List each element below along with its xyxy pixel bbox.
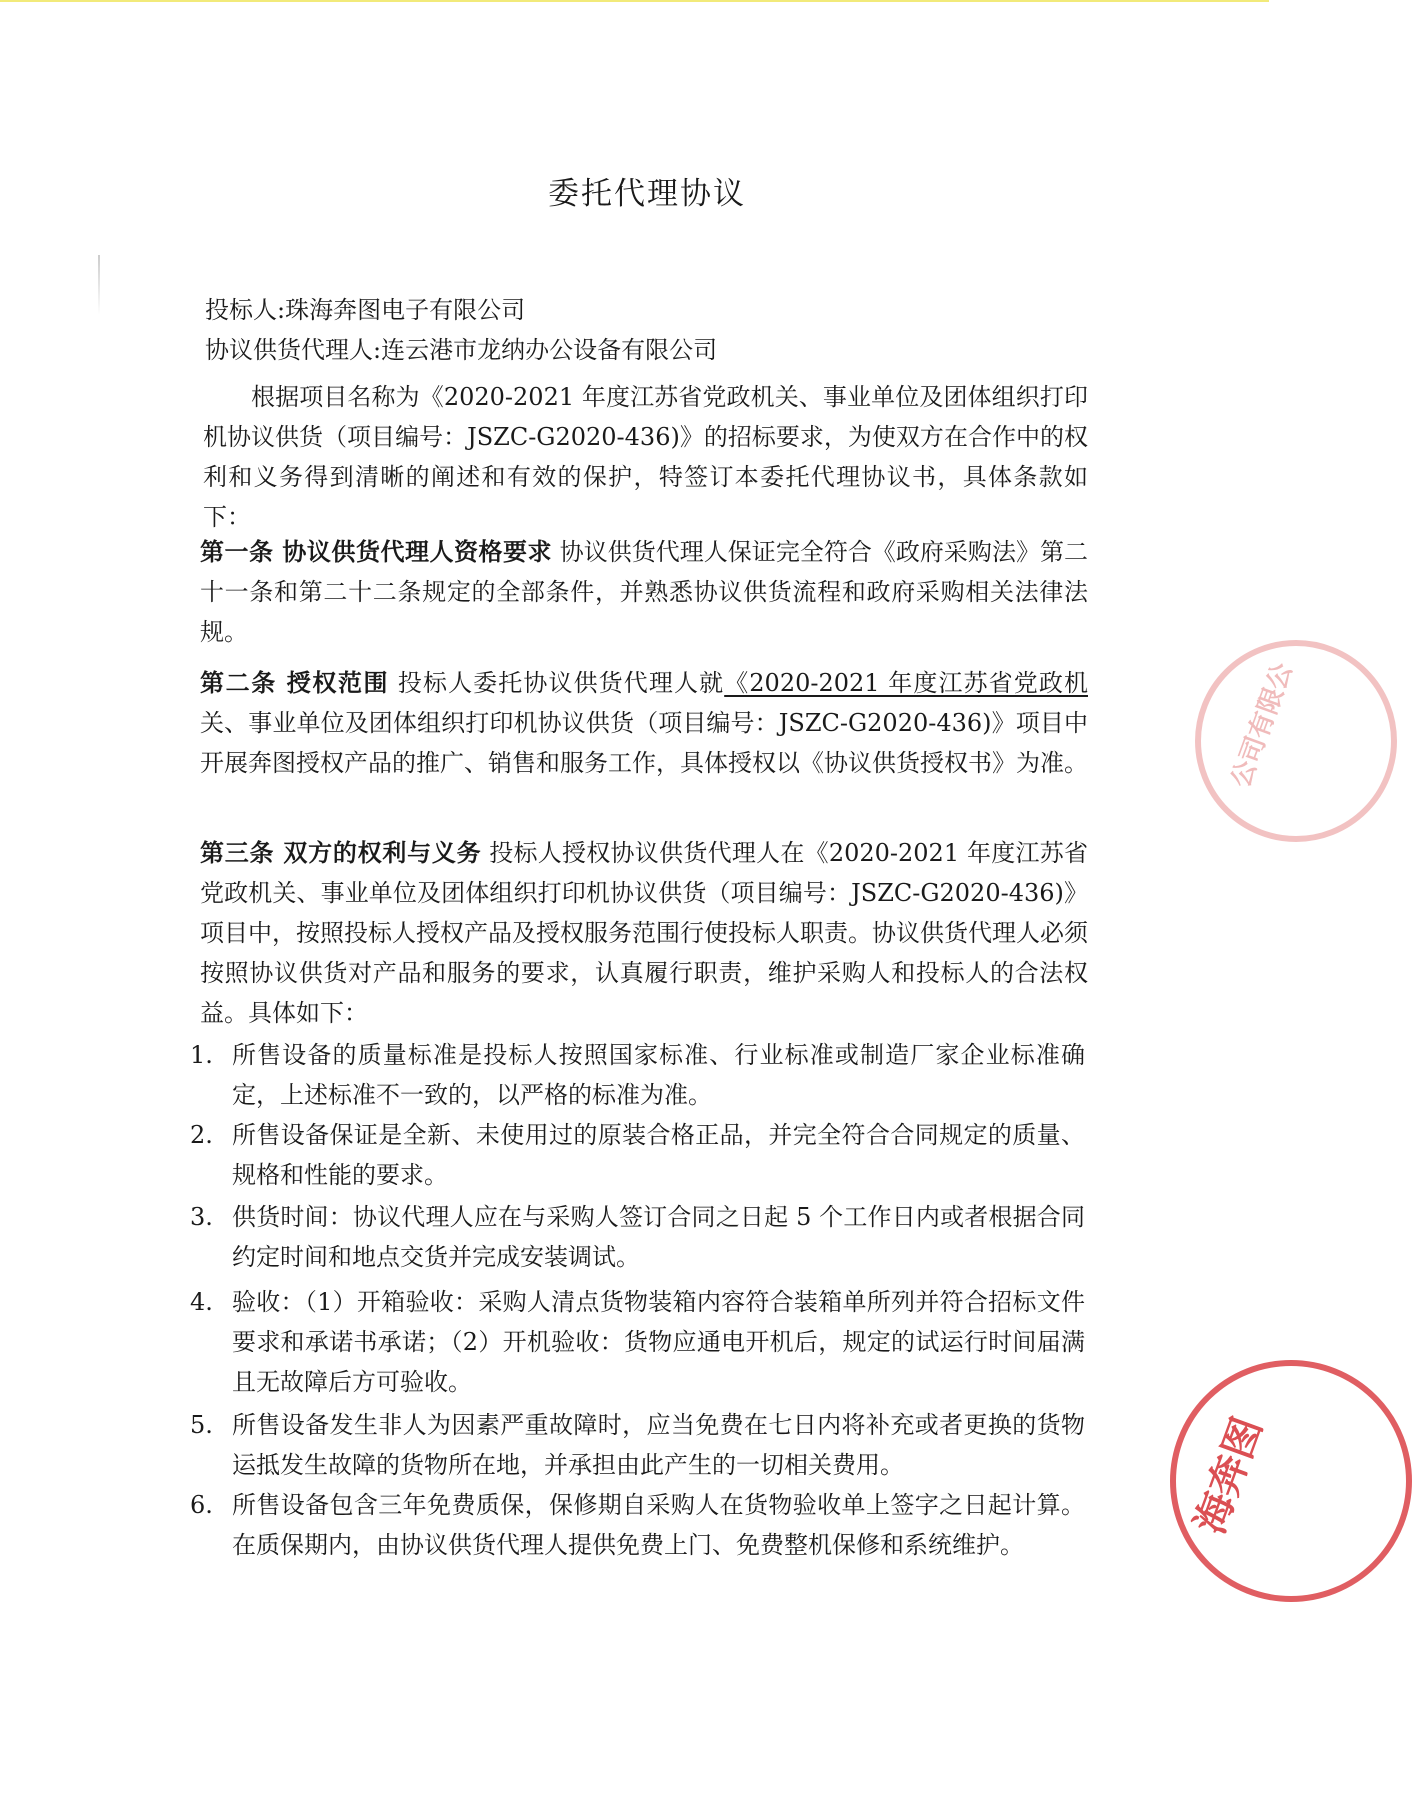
list-text: 所售设备的质量标准是投标人按照国家标准、行业标准或制造厂家企业标准确定，上述标准不一致的，以严格的标准为准。: [232, 1041, 1085, 1109]
article-2-body-pre: 投标人委托协议供货代理人就: [389, 669, 725, 697]
article-3-body: 投标人授权协议供货代理人在《2020-2021 年度江苏省党政机关、事业单位及团体组织打印机协议供货（项目编号：JSZC-G2020-436)》项目中，按照投标人授权产品及授权服务范围行使投标人职责。协议供货代理人必须按照协议供货对产品和服务的要求，认真履行职责，维护采购人和投标人的合法权益。具体如下：: [200, 839, 1088, 1027]
document-title: 委托代理协议: [548, 176, 746, 212]
article-1: [200, 532, 1088, 652]
list-text: 验收：（1）开箱验收：采购人清点货物装箱内容符合装箱单所列并符合招标文件要求和承诺书承诺；（2）开机验收：货物应通电开机后，规定的试运行时间届满且无故障后方可验收。: [232, 1288, 1085, 1396]
list-text: 所售设备包含三年免费质保，保修期自采购人在货物验收单上签字之日起计算。在质保期内，由协议供货代理人提供免费上门、免费整机保修和系统维护。: [232, 1491, 1085, 1559]
scan-top-edge: [0, 0, 1269, 2]
list-item: [190, 1035, 1085, 1115]
scan-artifact: [98, 255, 100, 315]
list-number: 5.: [190, 1411, 213, 1439]
article-2: [200, 663, 1088, 783]
list-number: 6.: [190, 1491, 213, 1519]
list-item: [190, 1485, 1085, 1565]
list-item: [190, 1115, 1085, 1195]
article-2-heading: 第二条 授权范围: [200, 668, 390, 697]
article-3-heading: 第三条 双方的权利与义务: [200, 838, 482, 867]
list-item: [190, 1282, 1085, 1402]
company-seal-faded: [1195, 640, 1397, 842]
article-1-heading: 第一条 协议供货代理人资格要求: [200, 537, 553, 566]
article-2-body-post: 关、事业单位及团体组织打印机协议供货（项目编号：JSZC-G2020-436)》项目中开展奔图授权产品的推广、销售和服务工作，具体授权以《协议供货授权书》为准。: [200, 709, 1088, 777]
bidder-line: 投标人:珠海奔图电子有限公司: [205, 296, 526, 324]
article-2-project-name: 《2020-2021 年度江苏省党政机: [724, 669, 1088, 697]
intro-paragraph: 根据项目名称为《2020-2021 年度江苏省党政机关、事业单位及团体组织打印机协议供货（项目编号：JSZC-G2020-436)》的招标要求，为使双方在合作中的权利和义务得到清晰的阐述和有效的保护，特签订本委托代理协议书，具体条款如下：: [203, 383, 1088, 531]
seal-text: 公司有限公: [1226, 659, 1299, 792]
list-text: 所售设备发生非人为因素严重故障时，应当免费在七日内将补充或者更换的货物运抵发生故障的货物所在地，并承担由此产生的一切相关费用。: [232, 1411, 1085, 1479]
agent-line: 协议供货代理人:连云港市龙纳办公设备有限公司: [205, 336, 718, 364]
company-seal: [1170, 1360, 1412, 1602]
list-number: 3.: [190, 1203, 213, 1231]
seal-text: 海奔图: [1186, 1411, 1272, 1540]
article-1-body: 协议供货代理人保证完全符合《政府采购法》第二十一条和第二十二条规定的全部条件，并熟悉协议供货流程和政府采购相关法律法规。: [200, 538, 1088, 646]
list-item: [190, 1197, 1085, 1277]
list-item: [190, 1405, 1085, 1485]
list-text: 所售设备保证是全新、未使用过的原装合格正品，并完全符合合同规定的质量、规格和性能的要求。: [232, 1121, 1085, 1189]
list-number: 4.: [190, 1288, 213, 1316]
article-3: [200, 833, 1088, 1033]
list-number: 1.: [190, 1041, 213, 1069]
list-number: 2.: [190, 1121, 213, 1149]
list-text: 供货时间：协议代理人应在与采购人签订合同之日起 5 个工作日内或者根据合同约定时间和地点交货并完成安装调试。: [232, 1203, 1085, 1271]
